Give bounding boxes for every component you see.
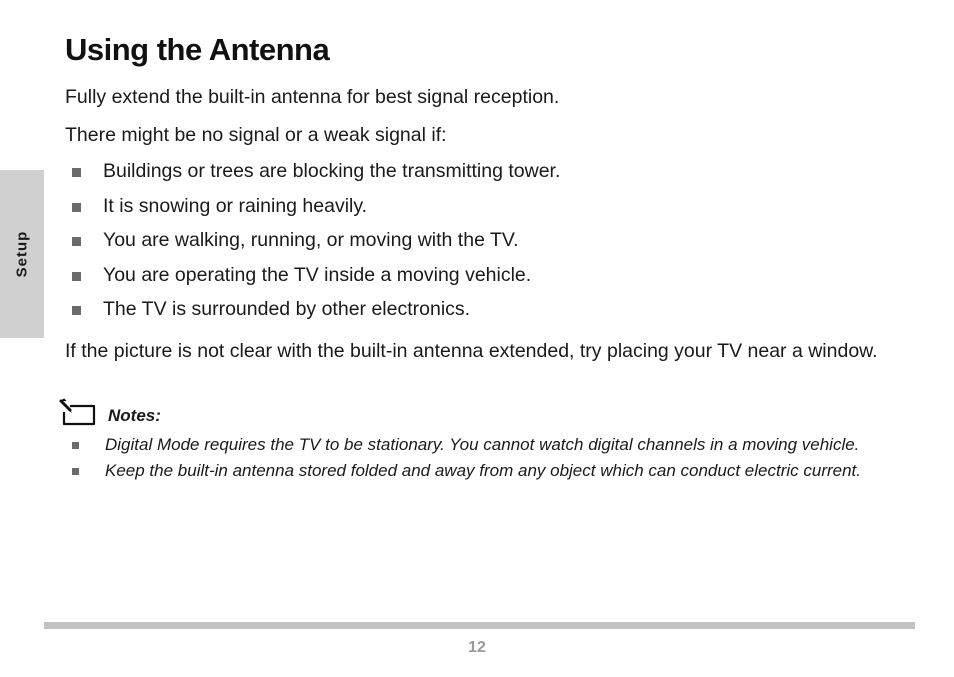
page-title: Using the Antenna — [65, 32, 330, 67]
list-item — [65, 296, 560, 331]
bullet-square-icon — [72, 237, 81, 246]
weak-signal-lead: There might be no signal or a weak signal if: — [65, 124, 447, 146]
intro-paragraph: Fully extend the built-in antenna for best signal reception. — [65, 86, 560, 108]
note-item-text: Keep the built-in antenna stored folded and away from any object which can conduct electric current. — [105, 461, 861, 480]
note-item — [65, 433, 885, 456]
note-pencil-icon — [58, 398, 100, 428]
list-item — [65, 262, 560, 297]
page-number: 12 — [468, 639, 486, 656]
bullet-square-icon — [72, 442, 79, 449]
bullet-square-icon — [72, 203, 81, 212]
section-tab-label: Setup — [13, 230, 31, 278]
list-item-text: You are walking, running, or moving with the TV. — [103, 229, 519, 251]
footer-divider — [44, 622, 915, 629]
bullet-square-icon — [72, 168, 81, 177]
conditions-list — [65, 158, 560, 331]
notes-list — [65, 433, 885, 485]
list-item — [65, 227, 560, 262]
window-tip-paragraph: If the picture is not clear with the built-in antenna extended, try placing your TV near a window. — [65, 340, 878, 362]
bullet-square-icon — [72, 468, 79, 475]
list-item — [65, 193, 560, 228]
notes-heading-label: Notes: — [108, 406, 161, 425]
bullet-square-icon — [72, 306, 81, 315]
note-item — [65, 459, 885, 482]
list-item-text: You are operating the TV inside a moving vehicle. — [103, 263, 532, 286]
list-item-text: It is snowing or raining heavily. — [103, 194, 368, 217]
section-tab — [0, 170, 44, 338]
list-item — [65, 158, 560, 193]
list-item-text: Buildings or trees are blocking the transmitting tower. — [103, 160, 561, 182]
list-item-text: The TV is surrounded by other electronics. — [103, 298, 471, 320]
bullet-square-icon — [72, 272, 81, 281]
note-item-text: Digital Mode requires the TV to be stationary. You cannot watch digital channels in a moving vehicle. — [105, 435, 860, 454]
